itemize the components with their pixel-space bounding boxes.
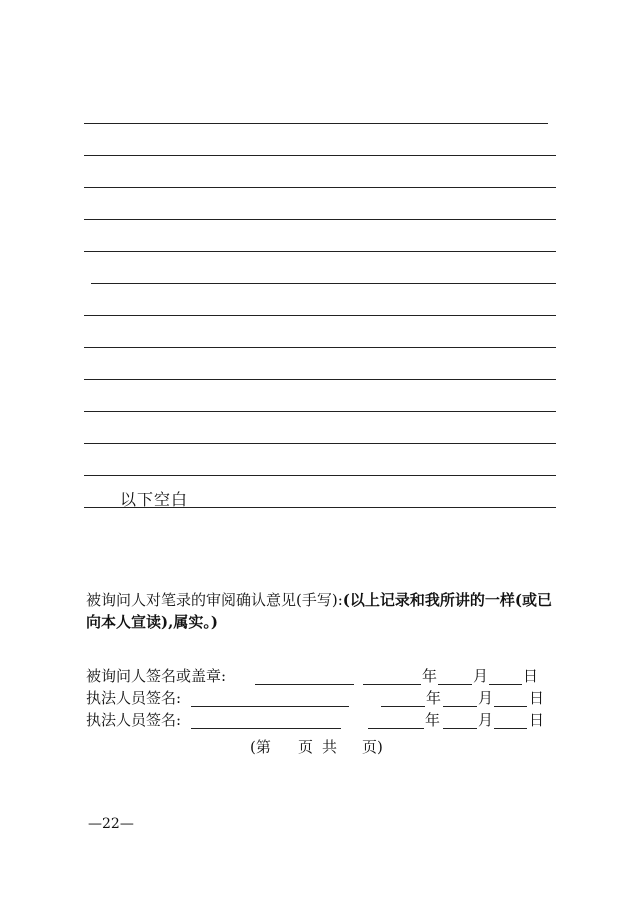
page-count-open: (第 [250, 738, 271, 756]
page-count-close: 页) [362, 738, 383, 756]
record-line [84, 219, 556, 220]
record-line [84, 187, 556, 188]
record-line [84, 251, 556, 252]
officer-signature-label: 执法人员签名: [86, 711, 182, 729]
record-line [84, 155, 556, 156]
review-opinion-label: 被询问人对笔录的审阅确认意见(手写): [86, 591, 343, 609]
month-label: 月 [473, 667, 489, 685]
date-year-blank[interactable] [363, 684, 421, 685]
record-line [84, 379, 556, 380]
review-opinion [86, 589, 566, 633]
year-label: 年 [426, 689, 442, 707]
date-year-blank[interactable] [368, 728, 424, 729]
date-day-blank[interactable] [494, 706, 527, 707]
year-label: 年 [422, 667, 438, 685]
officer-signature-row-2 [86, 710, 556, 732]
month-label: 月 [478, 711, 494, 729]
date-day-blank[interactable] [494, 728, 527, 729]
record-line [84, 411, 556, 412]
date-month-blank[interactable] [443, 728, 477, 729]
record-line [84, 347, 556, 348]
record-line [91, 283, 556, 284]
interviewee-signature-row [86, 666, 556, 688]
day-label: 日 [529, 689, 545, 707]
day-label: 日 [529, 711, 545, 729]
officer-signature-blank[interactable] [191, 706, 349, 707]
date-day-blank[interactable] [489, 684, 522, 685]
officer-signature-blank[interactable] [191, 728, 341, 729]
date-month-blank[interactable] [443, 706, 477, 707]
officer-signature-label: 执法人员签名: [86, 689, 182, 707]
page-count-total: 共 [322, 738, 338, 756]
record-line [84, 443, 556, 444]
record-line [84, 475, 556, 476]
year-label: 年 [425, 711, 441, 729]
day-label: 日 [523, 667, 539, 685]
review-opinion-statement: (以上记录和我所讲的一样(或已向本人宣读),属实。) [86, 591, 552, 631]
month-label: 月 [478, 689, 494, 707]
interviewee-signature-blank[interactable] [255, 684, 354, 685]
officer-signature-row-1 [86, 688, 556, 710]
interviewee-signature-label: 被询问人签名或盖章: [86, 667, 227, 685]
page-count-page: 页 [298, 738, 314, 756]
blank-below-note: 以下空白 [120, 490, 189, 509]
record-line [84, 315, 556, 316]
date-month-blank[interactable] [438, 684, 472, 685]
date-year-blank[interactable] [381, 706, 425, 707]
page-number: —22— [88, 816, 134, 832]
record-line [84, 123, 548, 124]
